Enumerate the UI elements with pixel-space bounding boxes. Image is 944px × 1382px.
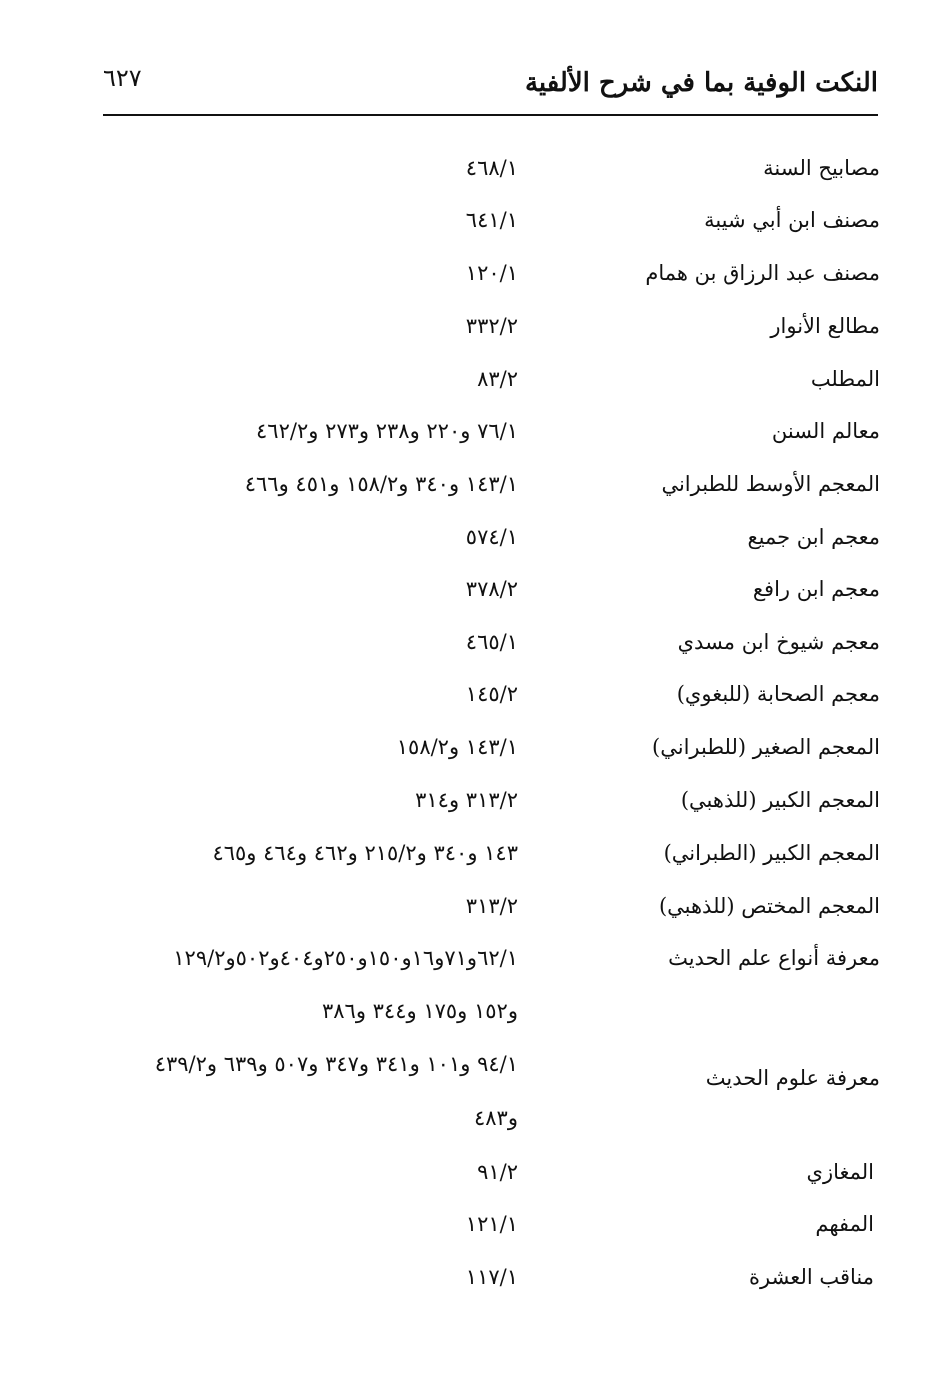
entry-reference: ٣١٣/٢ و٣١٤ bbox=[415, 788, 518, 812]
index-entry bbox=[90, 573, 880, 613]
entry-reference: و٤٨٣ bbox=[474, 1106, 518, 1130]
entry-reference: ١٤٥/٢ bbox=[465, 682, 518, 706]
index-entry bbox=[90, 257, 880, 297]
index-entry bbox=[90, 837, 880, 877]
entry-reference: ١٤٣/١ و١٥٨/٢ bbox=[396, 735, 518, 759]
index-entry bbox=[90, 521, 880, 561]
entry-title: مطالع الأنوار bbox=[770, 314, 880, 338]
entry-reference: ٤٦٨/١ bbox=[465, 156, 518, 180]
index-entry bbox=[90, 310, 880, 350]
entry-reference: ٩٤/١ و١٠١ و٣٤١ و٣٤٧ و٥٠٧ و٦٣٩ و٤٣٩/٢ bbox=[154, 1052, 518, 1076]
entry-reference: ١٢١/١ bbox=[465, 1212, 518, 1236]
entry-title: مصابيح السنة bbox=[763, 156, 880, 180]
book-title: النكت الوفية بما في شرح الألفية bbox=[524, 68, 878, 98]
index-entry bbox=[90, 363, 880, 403]
index-entry-continuation bbox=[90, 995, 880, 1035]
entry-reference: ٦٤١/١ bbox=[465, 208, 518, 232]
entry-title: مصنف عبد الرزاق بن همام bbox=[645, 261, 880, 285]
entry-title: معجم ابن رافع bbox=[752, 577, 880, 601]
entry-title: المعجم المختص (للذهبي) bbox=[658, 894, 880, 918]
entry-reference: ١٢٠/١ bbox=[465, 261, 518, 285]
entry-reference: ٣٣٢/٢ bbox=[465, 314, 518, 338]
entry-reference: ٦٢/١و٧١و١٦و١٥٠و٢٥٠و٤٠٤و٥٠٢و١٢٩/٢ bbox=[173, 946, 518, 970]
entry-title: معرفة أنواع علم الحديث bbox=[668, 946, 880, 970]
index-entry bbox=[90, 1048, 880, 1088]
entry-title: المفهم bbox=[815, 1212, 874, 1236]
entry-title: المعجم الأوسط للطبراني bbox=[661, 472, 880, 496]
index-entry bbox=[90, 731, 880, 771]
entry-reference: ٨٣/٢ bbox=[477, 367, 518, 391]
index-entry bbox=[90, 1208, 880, 1248]
entry-title: المطلب bbox=[810, 367, 880, 391]
page-number: ٦٢٧ bbox=[103, 64, 142, 92]
entry-reference: ٣١٣/٢ bbox=[465, 894, 518, 918]
index-entry bbox=[90, 152, 880, 192]
entry-reference: ٥٧٤/١ bbox=[465, 525, 518, 549]
entry-title: معالم السنن bbox=[771, 419, 880, 443]
index-entry-continuation bbox=[90, 1102, 880, 1142]
index-entry bbox=[90, 626, 880, 666]
entry-reference: ١٤٣ و٣٤٠ و٢١٥/٢ و٤٦٢ و٤٦٤ و٤٦٥ bbox=[212, 841, 518, 865]
entry-reference: ٩١/٢ bbox=[477, 1160, 518, 1184]
entry-title: المعجم الكبير (للذهبي) bbox=[680, 788, 880, 812]
index-entry bbox=[90, 890, 880, 930]
index-entry bbox=[90, 678, 880, 718]
entry-reference: ٧٦/١ و٢٢٠ و٢٣٨ و٢٧٣ و٤٦٢/٢ bbox=[256, 419, 518, 443]
index-entry bbox=[90, 942, 880, 982]
entry-title: معرفة علوم الحديث bbox=[705, 1066, 880, 1090]
index-entry bbox=[90, 415, 880, 455]
entry-title: معجم ابن جميع bbox=[747, 525, 880, 549]
entry-title: المغازي bbox=[806, 1160, 874, 1184]
entry-reference: ٤٦٥/١ bbox=[465, 630, 518, 654]
index-entry bbox=[90, 468, 880, 508]
entry-title: معجم شيوخ ابن مسدي bbox=[677, 630, 880, 654]
entry-reference: ٣٧٨/٢ bbox=[465, 577, 518, 601]
index-entry bbox=[90, 1156, 880, 1196]
running-header bbox=[103, 62, 878, 116]
entry-reference: ١١٧/١ bbox=[465, 1265, 518, 1289]
entry-title: المعجم الصغير (للطبراني) bbox=[652, 735, 880, 759]
index-entry bbox=[90, 204, 880, 244]
entry-title: المعجم الكبير (الطبراني) bbox=[663, 841, 880, 865]
entry-title: مصنف ابن أبي شيبة bbox=[704, 208, 880, 232]
index-entry bbox=[90, 1261, 880, 1301]
entry-title: معجم الصحابة (للبغوي) bbox=[676, 682, 880, 706]
entry-reference: ١٤٣/١ و٣٤٠ و١٥٨/٢ و٤٥١ و٤٦٦ bbox=[244, 472, 518, 496]
entry-reference: و١٥٢ و١٧٥ و٣٤٤ و٣٨٦ bbox=[321, 999, 518, 1023]
entry-title: مناقب العشرة bbox=[748, 1265, 874, 1289]
index-entry bbox=[90, 784, 880, 824]
